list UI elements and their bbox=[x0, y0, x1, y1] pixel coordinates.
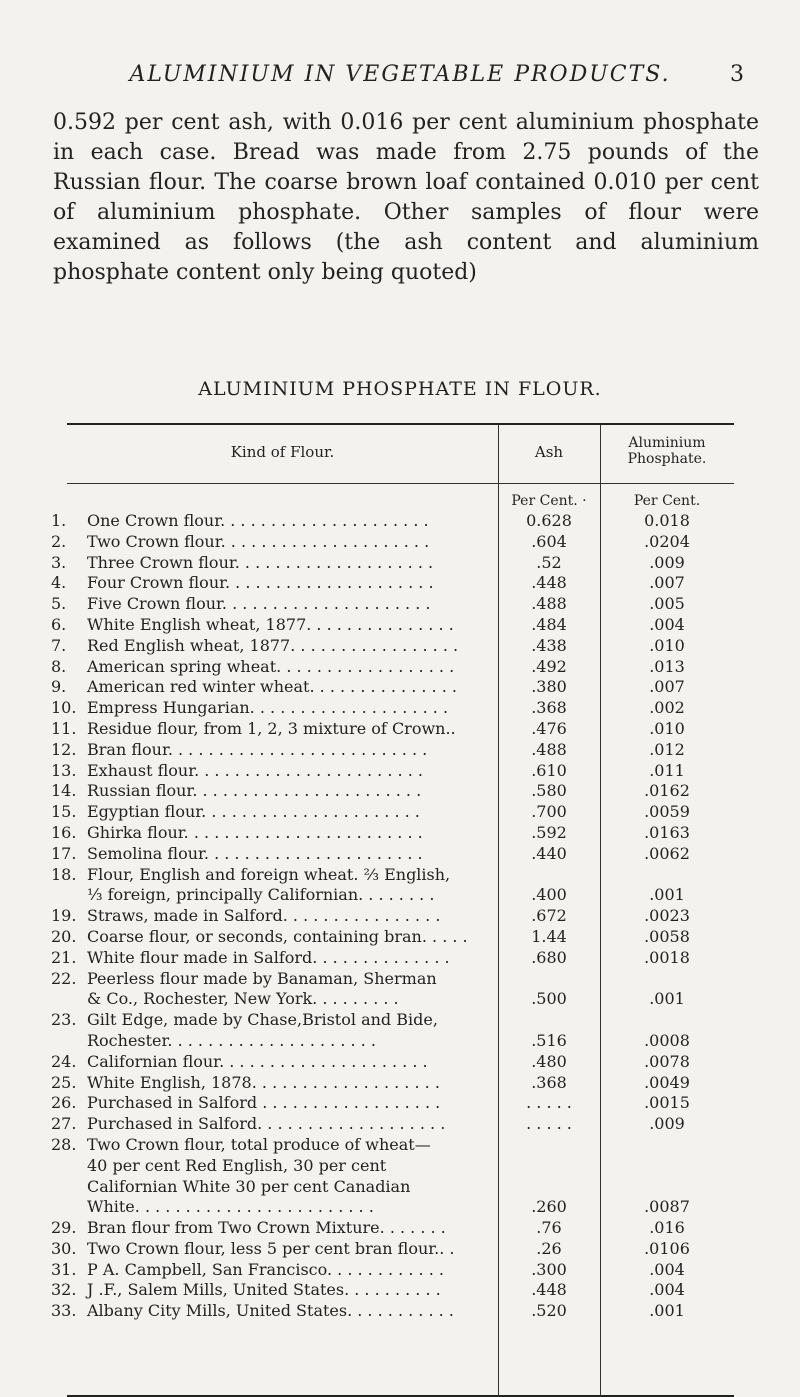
row-name: Purchased in Salford. . . . . . . . . . . . . . . . . . . bbox=[87, 1114, 446, 1134]
row-number: 2. bbox=[51, 531, 67, 551]
page-number: 3 bbox=[730, 62, 744, 87]
row-ash: .592 bbox=[531, 822, 567, 842]
row-name: Coarse flour, or seconds, containing bran. . . . . bbox=[87, 926, 468, 946]
row-ash: .368 bbox=[531, 698, 567, 718]
row-aluminium: .001 bbox=[649, 1301, 685, 1321]
row-name: American spring wheat. . . . . . . . . . . . . . . . . . bbox=[87, 656, 455, 676]
row-name: Residue flour, from 1, 2, 3 mixture of Crown.. bbox=[87, 718, 456, 738]
table-row bbox=[51, 1010, 734, 1052]
table-row bbox=[51, 718, 734, 740]
row-aluminium: .016 bbox=[649, 1218, 685, 1238]
table-body bbox=[51, 511, 734, 1322]
row-aluminium: .004 bbox=[649, 1280, 685, 1300]
row-aluminium: .0087 bbox=[644, 1197, 690, 1217]
table-row bbox=[51, 1114, 734, 1135]
row-aluminium: .004 bbox=[649, 1259, 685, 1279]
table-row bbox=[51, 906, 734, 927]
row-aluminium: .013 bbox=[649, 656, 685, 676]
row-ash: .400 bbox=[531, 885, 567, 905]
row-number: 19. bbox=[51, 906, 77, 926]
row-number: 16. bbox=[51, 822, 77, 842]
row-name: American red winter wheat. . . . . . . . . . . . . . . bbox=[87, 677, 457, 697]
row-name: Four Crown flour. . . . . . . . . . . . . . . . . . . . . bbox=[87, 573, 434, 593]
table-row bbox=[51, 926, 734, 948]
running-title: ALUMINIUM IN VEGETABLE PRODUCTS. bbox=[129, 62, 671, 87]
row-name: P A. Campbell, San Francisco. . . . . . . . . . . . bbox=[87, 1259, 444, 1279]
row-ash: 1.44 bbox=[531, 926, 567, 946]
row-aluminium: .0059 bbox=[644, 802, 690, 822]
row-ash: .380 bbox=[531, 677, 567, 697]
table-row bbox=[51, 739, 734, 761]
row-aluminium: .002 bbox=[649, 698, 685, 718]
table-row bbox=[51, 594, 734, 615]
header-rule bbox=[67, 483, 734, 484]
table-row bbox=[51, 614, 734, 636]
row-aluminium: .004 bbox=[649, 614, 685, 634]
row-number: 1. bbox=[51, 511, 67, 530]
row-ash: .300 bbox=[531, 1259, 567, 1279]
table-title: ALUMINIUM PHOSPHATE IN FLOUR. bbox=[198, 378, 602, 400]
row-name: One Crown flour. . . . . . . . . . . . . . . . . . . . . bbox=[87, 511, 429, 530]
row-number: 24. bbox=[51, 1051, 77, 1071]
table-row bbox=[51, 968, 734, 1011]
table-row bbox=[51, 822, 734, 844]
row-number: 14. bbox=[51, 781, 77, 801]
table-row bbox=[51, 677, 734, 698]
row-number: 12. bbox=[51, 739, 77, 759]
row-ash: .448 bbox=[531, 1280, 567, 1300]
row-name: J .F., Salem Mills, United States. . . . . . . . . . bbox=[87, 1280, 441, 1300]
table-row bbox=[51, 635, 734, 657]
row-name: Purchased in Salford . . . . . . . . . . . . . . . . . . bbox=[87, 1093, 441, 1113]
row-aluminium: .0018 bbox=[644, 947, 690, 967]
row-number: 7. bbox=[51, 635, 67, 655]
intro-text: 0.592 per cent ash, with 0.016 per cent aluminium phosphate in each case. Bread was made from 2.75 pounds of the Russian flour. The coarse brown loaf contained 0.010 per cent of aluminium phosphate. Other samples of flour were examined as follows (the ash content and aluminium phosphate content only being quoted) bbox=[53, 110, 759, 285]
row-aluminium: .009 bbox=[649, 552, 685, 572]
row-aluminium: .0049 bbox=[644, 1072, 690, 1092]
row-ash: .438 bbox=[531, 635, 567, 655]
table-row bbox=[51, 1301, 734, 1322]
header-kind: Kind of Flour. bbox=[230, 443, 335, 461]
row-name: Ghirka flour. . . . . . . . . . . . . . . . . . . . . . . . bbox=[87, 822, 423, 842]
row-ash: . . . . . bbox=[526, 1114, 572, 1134]
header-ash: Ash bbox=[534, 443, 564, 461]
row-aluminium: .007 bbox=[649, 677, 685, 697]
table-row bbox=[51, 760, 734, 782]
row-name: White flour made in Salford. . . . . . . . . . . . . . bbox=[87, 947, 450, 967]
row-number: 26. bbox=[51, 1093, 77, 1113]
row-name: Two Crown flour. . . . . . . . . . . . . . . . . . . . . bbox=[87, 531, 430, 551]
table-row bbox=[51, 1051, 734, 1073]
row-aluminium: .010 bbox=[649, 718, 685, 738]
row-number: 30. bbox=[51, 1238, 77, 1258]
row-ash: .672 bbox=[531, 906, 567, 926]
table-row bbox=[51, 781, 734, 802]
row-ash: .604 bbox=[531, 531, 567, 551]
row-ash: .610 bbox=[531, 760, 567, 780]
table-header bbox=[67, 425, 734, 483]
row-aluminium: .001 bbox=[649, 885, 685, 905]
row-name: White English, 1878. . . . . . . . . . . . . . . . . . . bbox=[87, 1072, 440, 1092]
header-aluminium: Aluminium Phosphate. bbox=[627, 435, 707, 467]
row-name: Three Crown flour. . . . . . . . . . . . . . . . . . . . bbox=[87, 552, 434, 572]
row-number: 23. bbox=[51, 1010, 77, 1030]
row-aluminium: .005 bbox=[649, 594, 685, 614]
row-ash: .492 bbox=[531, 656, 567, 676]
row-aluminium: .011 bbox=[649, 760, 685, 780]
row-ash: .500 bbox=[531, 989, 567, 1009]
row-ash: .476 bbox=[531, 718, 567, 738]
row-name: Egyptian flour. . . . . . . . . . . . . . . . . . . . . . bbox=[87, 802, 420, 822]
table-row bbox=[51, 864, 734, 907]
row-ash: .580 bbox=[531, 781, 567, 801]
row-number: 9. bbox=[51, 677, 67, 697]
row-number: 6. bbox=[51, 614, 67, 634]
row-name: Russian flour. . . . . . . . . . . . . . . . . . . . . . . bbox=[87, 781, 422, 801]
row-ash: .440 bbox=[531, 843, 567, 863]
row-name: Bran flour. . . . . . . . . . . . . . . . . . . . . . . . . . bbox=[87, 739, 428, 759]
row-number: 15. bbox=[51, 802, 77, 822]
row-aluminium: .012 bbox=[649, 739, 685, 759]
table-row bbox=[51, 573, 734, 594]
row-ash: .680 bbox=[531, 947, 567, 967]
row-aluminium: 0.018 bbox=[644, 511, 690, 530]
row-aluminium: .0204 bbox=[644, 531, 690, 551]
table-row bbox=[51, 1218, 734, 1239]
row-aluminium: .0008 bbox=[644, 1030, 690, 1050]
units-ash: Per Cent. · bbox=[511, 493, 587, 509]
row-number: 25. bbox=[51, 1072, 77, 1092]
row-ash: .368 bbox=[531, 1072, 567, 1092]
table-row bbox=[51, 1259, 734, 1281]
row-ash: 0.628 bbox=[526, 511, 572, 530]
row-name: Peerless flour made by Banaman, Sherman & Co., Rochester, New York. . . . . . . . . bbox=[87, 968, 437, 1009]
row-name: Straws, made in Salford. . . . . . . . . . . . . . . . bbox=[87, 906, 441, 926]
table-row bbox=[51, 947, 734, 969]
units-aluminium: Per Cent. bbox=[633, 493, 701, 509]
row-aluminium: .007 bbox=[649, 573, 685, 593]
row-aluminium: .0015 bbox=[644, 1093, 690, 1113]
row-name: Two Crown flour, less 5 per cent bran flour.. . bbox=[87, 1238, 455, 1258]
row-name: Albany City Mills, United States. . . . . . . . . . . bbox=[87, 1301, 454, 1321]
table-row bbox=[51, 1134, 734, 1218]
row-aluminium: .0023 bbox=[644, 906, 690, 926]
row-number: 11. bbox=[51, 718, 77, 738]
row-aluminium: .010 bbox=[649, 635, 685, 655]
row-ash: .488 bbox=[531, 739, 567, 759]
table-row bbox=[51, 1093, 734, 1114]
row-number: 8. bbox=[51, 656, 67, 676]
row-name: Two Crown flour, total produce of wheat— 40 per cent Red English, 30 per cent Californian White 30 per cent Canadian White. . . . . . . . . . . . . . . . . . . . . . . . bbox=[87, 1134, 431, 1217]
row-name: Gilt Edge, made by Chase,Bristol and Bide, Rochester. . . . . . . . . . . . . . . . . . . . . bbox=[87, 1010, 438, 1050]
row-number: 3. bbox=[51, 552, 67, 572]
row-name: Five Crown flour. . . . . . . . . . . . . . . . . . . . . bbox=[87, 594, 431, 614]
row-number: 5. bbox=[51, 594, 67, 614]
row-name: Bran flour from Two Crown Mixture. . . . . . . bbox=[87, 1218, 446, 1238]
row-aluminium: .001 bbox=[649, 989, 685, 1009]
flour-table bbox=[51, 423, 734, 1397]
row-aluminium: .0106 bbox=[644, 1238, 690, 1258]
row-ash: .700 bbox=[531, 802, 567, 822]
row-ash: .26 bbox=[536, 1238, 562, 1258]
row-name: Red English wheat, 1877. . . . . . . . . . . . . . . . . bbox=[87, 635, 459, 655]
row-aluminium: .0058 bbox=[644, 926, 690, 946]
table-row bbox=[51, 1072, 734, 1094]
intro-paragraph bbox=[53, 108, 759, 288]
row-number: 32. bbox=[51, 1280, 77, 1300]
row-ash: .52 bbox=[536, 552, 562, 572]
table-row bbox=[51, 1238, 734, 1260]
row-name: Semolina flour. . . . . . . . . . . . . . . . . . . . . . bbox=[87, 843, 423, 863]
table-row bbox=[51, 552, 734, 574]
row-name: Flour, English and foreign wheat. ⅔ English, ⅓ foreign, principally Californian. . . . . . . . bbox=[87, 864, 451, 905]
row-ash: .516 bbox=[531, 1030, 567, 1050]
row-aluminium: .0162 bbox=[644, 781, 690, 801]
row-number: 28. bbox=[51, 1134, 77, 1154]
row-name: Exhaust flour. . . . . . . . . . . . . . . . . . . . . . . bbox=[87, 760, 423, 780]
table-row bbox=[51, 656, 734, 678]
table-row bbox=[51, 531, 734, 553]
row-ash: .448 bbox=[531, 573, 567, 593]
table-row bbox=[51, 843, 734, 865]
row-ash: .260 bbox=[531, 1197, 567, 1217]
row-aluminium: .009 bbox=[649, 1114, 685, 1134]
row-name: Empress Hungarian. . . . . . . . . . . . . . . . . . . . bbox=[87, 698, 449, 718]
row-number: 10. bbox=[51, 698, 77, 718]
row-aluminium: .0078 bbox=[644, 1051, 690, 1071]
row-aluminium: .0163 bbox=[644, 822, 690, 842]
row-ash: .520 bbox=[531, 1301, 567, 1321]
row-number: 18. bbox=[51, 864, 77, 884]
row-number: 20. bbox=[51, 926, 77, 946]
row-number: 31. bbox=[51, 1259, 77, 1279]
row-ash: .76 bbox=[536, 1218, 562, 1238]
table-row bbox=[51, 698, 734, 719]
row-number: 29. bbox=[51, 1218, 77, 1238]
row-number: 4. bbox=[51, 573, 67, 593]
row-aluminium: .0062 bbox=[644, 843, 690, 863]
row-name: Californian flour. . . . . . . . . . . . . . . . . . . . . bbox=[87, 1051, 428, 1071]
row-number: 13. bbox=[51, 760, 77, 780]
row-name: White English wheat, 1877. . . . . . . . . . . . . . . bbox=[87, 614, 454, 634]
row-number: 21. bbox=[51, 947, 77, 967]
row-ash: .488 bbox=[531, 594, 567, 614]
row-ash: . . . . . bbox=[526, 1093, 572, 1113]
row-number: 33. bbox=[51, 1301, 77, 1321]
row-number: 27. bbox=[51, 1114, 77, 1134]
row-number: 17. bbox=[51, 843, 77, 863]
row-ash: .480 bbox=[531, 1051, 567, 1071]
row-number: 22. bbox=[51, 968, 77, 988]
row-ash: .484 bbox=[531, 614, 567, 634]
table-row bbox=[51, 802, 734, 823]
table-row bbox=[51, 511, 734, 532]
table-row bbox=[51, 1280, 734, 1301]
